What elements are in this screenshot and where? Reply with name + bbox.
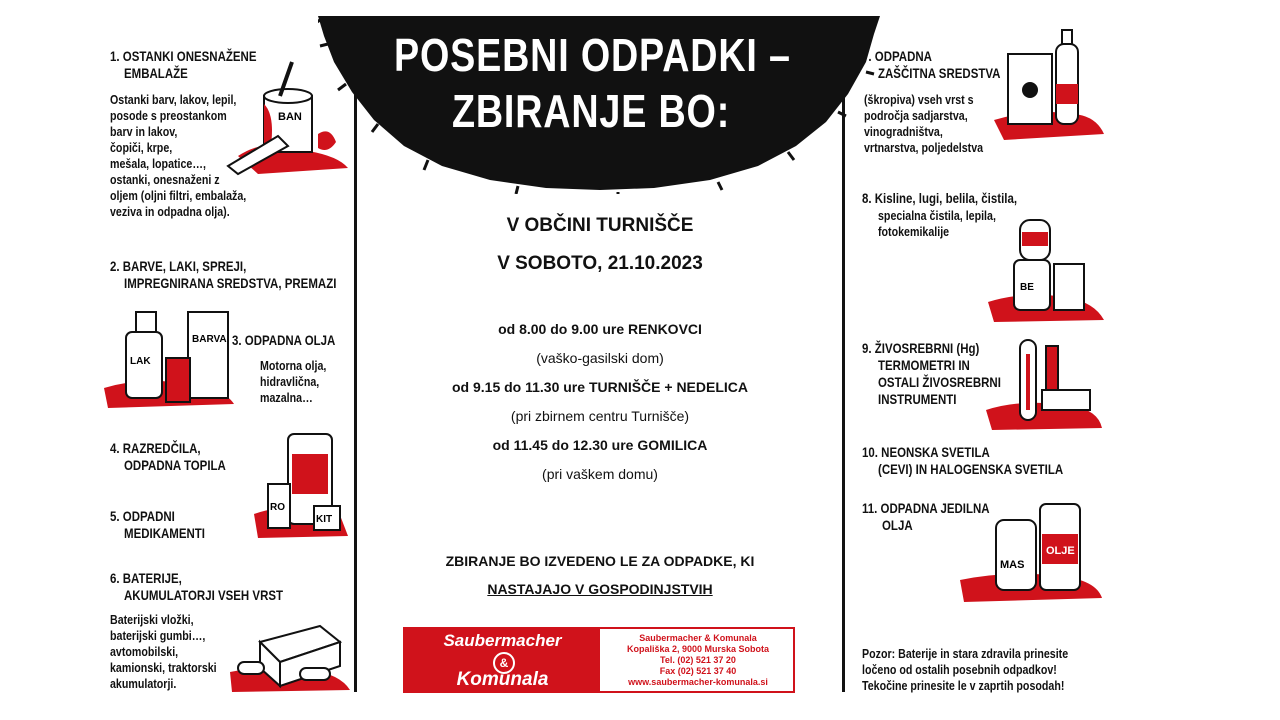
date-heading: V SOBOTO, 21.10.2023 — [497, 253, 703, 274]
item-1-body: Ostanki barv, lakov, lepil, posode s preostankom barv in lakov, čopiči, krpe, mešala, lopatice…, ostanki, onesnaženi z oljem (oljni filtri, embalaža, veziva in odpadna olja). — [110, 92, 247, 219]
schedule-place: RENKOVCI — [628, 321, 702, 337]
svg-text:BARVA: BARVA — [192, 334, 227, 345]
schedule-note-2: (pri zbirnem centru Turnišče) — [510, 408, 690, 424]
item-4-title2: ODPADNA TOPILA — [124, 457, 226, 473]
logo-ampersand: & — [493, 652, 515, 674]
item-1-title: 1. OSTANKI ONESNAŽENE — [110, 48, 257, 64]
paint-cans-illustration — [104, 292, 234, 412]
schedule-time: od 8.00 do 9.00 ure — [498, 321, 629, 337]
item-6-body: Baterijski vložki, baterijski gumbi…, avtomobilski, kamionski, traktorski akumulatorji. — [110, 612, 217, 691]
svg-text:BAN: BAN — [278, 111, 302, 123]
item-6-title: 6. BATERIJE, — [110, 570, 182, 586]
item-6-title2: AKUMULATORJI VSEH VRST — [124, 587, 284, 603]
item-11-title: 11. ODPADNA JEDILNA — [862, 500, 990, 516]
item-1-title2: EMBALAŽE — [124, 65, 188, 81]
schedule-place: TURNIŠČE + NEDELICA — [588, 379, 749, 395]
item-10-title2: (CEVI) IN HALOGENSKA SVETILA — [878, 461, 1064, 477]
schedule-row-3 — [390, 436, 810, 454]
schedule-time: od 11.45 do 12.30 ure — [492, 437, 638, 453]
item-2-title2: IMPREGNIRANA SREDSTVA, PREMAZI — [124, 275, 337, 291]
item-9-body: TERMOMETRI IN OSTALI ŽIVOSREBRNI INSTRUMENTI — [878, 357, 1001, 407]
header-title-line2: ZBIRANJE BO: — [452, 85, 731, 137]
cooking-oil-illustration — [960, 494, 1106, 606]
right-divider — [842, 60, 845, 692]
item-5-title: 5. ODPADNI — [110, 508, 175, 524]
logo-red-panel — [405, 629, 600, 691]
svg-text:RO: RO — [270, 502, 285, 513]
municipality-heading: V OBČINI TURNIŠČE — [506, 215, 694, 236]
svg-text:LAK: LAK — [130, 356, 151, 367]
batteries-illustration — [230, 612, 354, 694]
company-web: www.saubermacher-komunala.si — [628, 677, 768, 687]
notice-line-1: ZBIRANJE BO IZVEDENO LE ZA ODPADKE, KI — [445, 553, 755, 569]
pesticides-illustration — [984, 24, 1106, 144]
svg-text:OLJE: OLJE — [1046, 545, 1075, 557]
item-3-title: 3. ODPADNA OLJA — [232, 332, 336, 348]
company-name: Saubermacher & Komunala — [639, 633, 757, 643]
footer-warning: Pozor: Baterije in stara zdravila prinesite ločeno od ostalih posebnih odpadkov! Tekočine prinesite le v zaprtih posodah! — [862, 646, 1069, 693]
header-title-line1: POSEBNI ODPADKI – — [394, 29, 791, 81]
schedule-time: od 9.15 do 11.30 ure — [451, 379, 589, 395]
item-8-body: specialna čistila, lepila, fotokemikalije — [878, 208, 996, 239]
company-address: Kopališka 2, 9000 Murska Sobota — [626, 644, 770, 654]
schedule-note-3: (pri vaškem domu) — [542, 466, 658, 482]
solvents-illustration — [248, 424, 354, 542]
item-7-title2: ZAŠČITNA SREDSTVA — [878, 65, 1001, 81]
item-7-title: 7. ODPADNA — [862, 48, 932, 64]
schedule-row-1 — [390, 320, 810, 338]
svg-text:KIT: KIT — [316, 514, 333, 525]
svg-text:MAS: MAS — [1000, 559, 1025, 571]
svg-text:BE: BE — [1020, 282, 1034, 293]
logo-brand-1: Saubermacher — [443, 631, 562, 650]
company-fax: Fax (02) 521 37 40 — [659, 666, 737, 676]
schedule-place: GOMILICA — [637, 437, 708, 453]
company-tel: Tel. (02) 521 37 20 — [660, 655, 736, 665]
logo-brand-2: Komunala — [456, 669, 549, 690]
item-3-body: Motorna olja, hidravlična, mazalna… — [260, 358, 327, 405]
company-logo-box — [403, 627, 795, 693]
chemicals-illustration — [988, 210, 1106, 326]
paint-waste-illustration — [218, 56, 358, 176]
item-11-title2: OLJA — [882, 517, 913, 533]
schedule-row-2 — [390, 378, 810, 396]
item-8-title: 8. Kisline, lugi, belila, čistila, — [862, 190, 1018, 206]
item-9-title: 9. ŽIVOSREBRNI (Hg) — [862, 340, 980, 356]
schedule-note-1: (vaško-gasilski dom) — [536, 350, 664, 366]
item-4-title: 4. RAZREDČILA, — [110, 440, 201, 456]
item-10-title: 10. NEONSKA SVETILA — [862, 444, 990, 460]
logo-contact-block — [605, 633, 791, 688]
notice-line-2: NASTAJAJO V GOSPODINJSTVIH — [487, 581, 713, 597]
item-5-title2: MEDIKAMENTI — [124, 525, 206, 541]
item-2-title: 2. BARVE, LAKI, SPREJI, — [110, 258, 247, 274]
item-7-body: (škropiva) vseh vrst s področja sadjarstva, vinogradništva, vrtnarstva, poljedelstva — [864, 92, 984, 155]
thermometer-illustration — [982, 334, 1106, 434]
